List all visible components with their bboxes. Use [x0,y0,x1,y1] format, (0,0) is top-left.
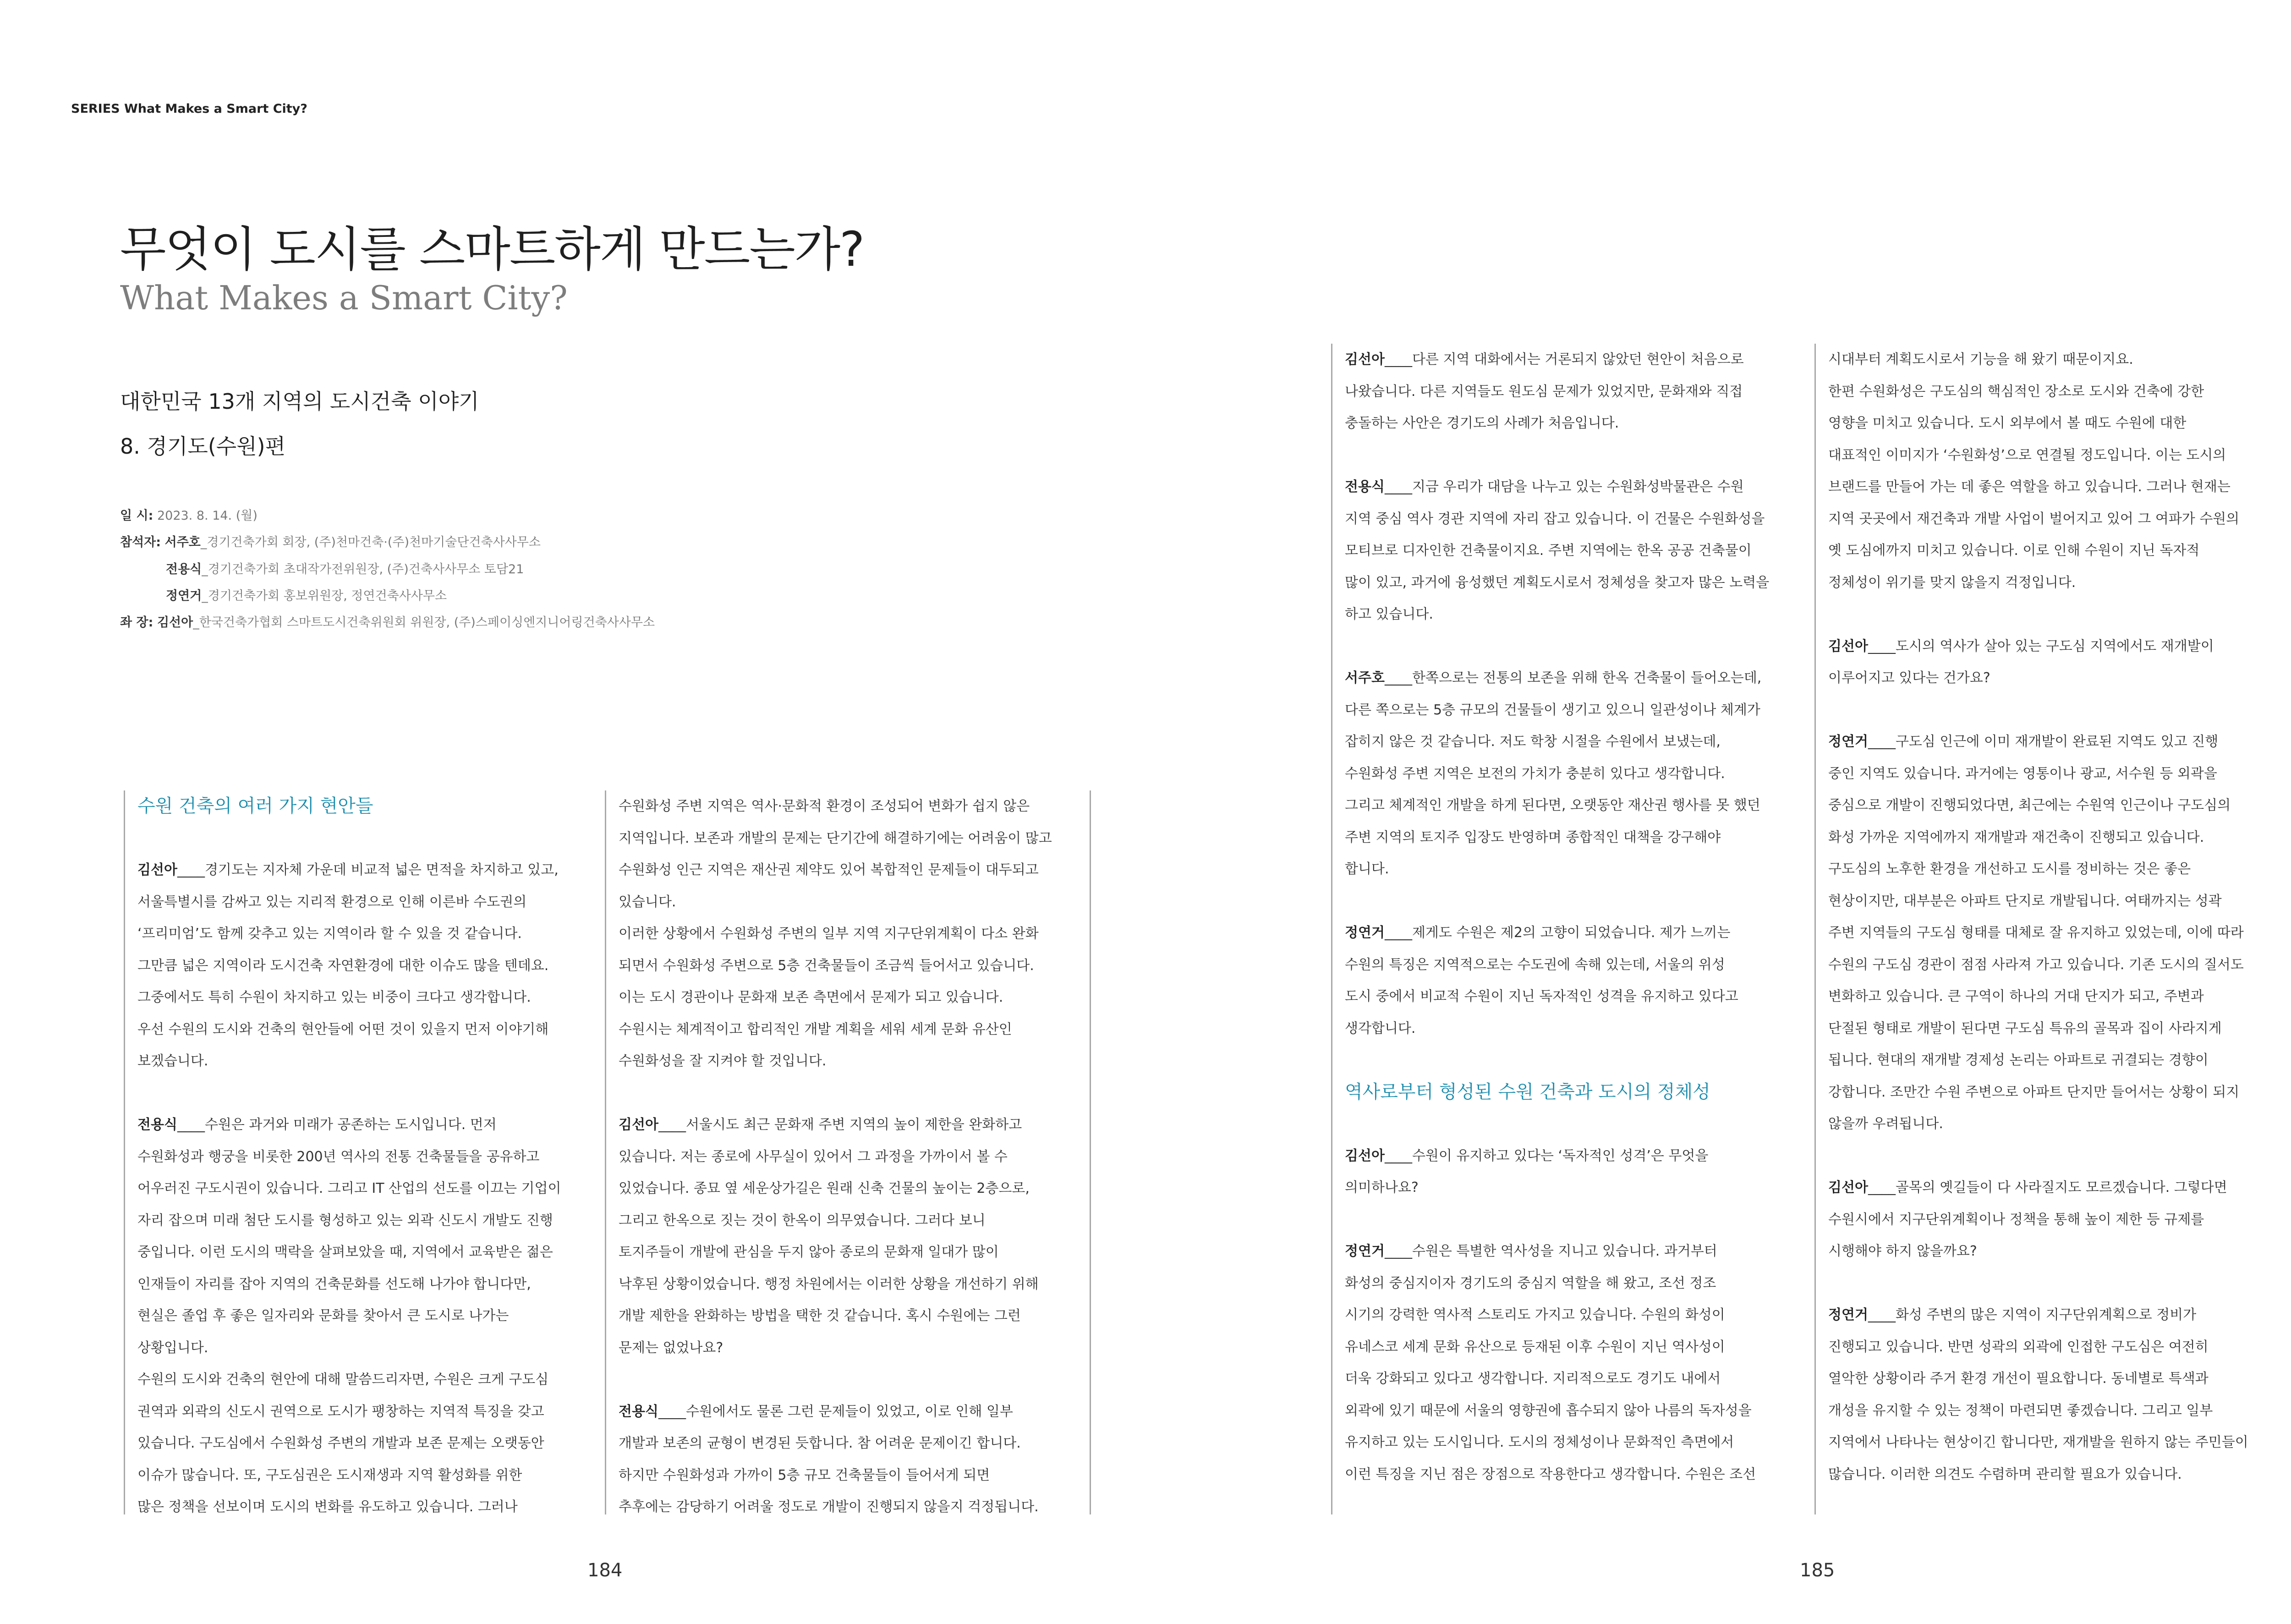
speech-text: ____경기도는 지자체 가운데 비교적 넓은 면적을 차지하고 있고, [177,862,559,878]
text-line: 시행해야 하지 않을까요? [1828,1243,1977,1259]
meta-participant [120,532,541,550]
paragraph-gap [619,1077,1052,1109]
text-line: ‘프리미엄’도 함께 갖추고 있는 지역이라 할 수 있을 것 같습니다. [137,926,522,942]
text-line: 이슈가 많습니다. 또, 구도심권은 도시재생과 지역 활성화를 위한 [137,1467,522,1483]
text-line: 많습니다. 이러한 의견도 수렴하며 관리할 필요가 있습니다. [1828,1466,2182,1482]
speaker-name: 정연거 [1828,1307,1868,1323]
speaker-name: 전용식 [1345,479,1385,495]
speaker-line [1828,1172,2248,1204]
paragraph-gap [1345,439,1769,472]
text-line: 도시 중에서 비교적 수원이 지닌 독자적인 성격을 유지하고 있다고 [1345,988,1738,1004]
text-line: 생각합니다. [1345,1020,1416,1037]
series-header: SERIES What Makes a Smart City? [71,102,307,116]
speech-text: ____수원에서도 물론 그런 문제들이 있었고, 이로 인해 일부 [658,1403,1013,1420]
paragraph-gap [1345,631,1769,663]
paragraph-gap [619,1364,1052,1396]
speaker-name: 김선아 [1345,351,1385,368]
paragraph-gap [1828,1140,2248,1172]
participant-role: _경기건축가회 회장, (주)천마건축·(주)천마기술단건축사사무소 [200,535,541,549]
text-line: 권역과 외곽의 신도시 권역으로 도시가 팽창하는 지역적 특징을 갖고 [137,1403,544,1420]
speech-text: ____구도심 인근에 이미 재개발이 완료된 지역도 있고 진행 [1868,734,2219,750]
text-line: 있습니다. 저는 종로에 사무실이 있어서 그 과정을 가까이서 볼 수 [619,1148,1008,1165]
text-line: 중입니다. 이런 도시의 맥락을 살펴보았을 때, 지역에서 교육받은 젊은 [137,1244,553,1260]
section-heading: 역사로부터 형성된 수원 건축과 도시의 정체성 [1345,1081,1710,1103]
article-column-2 [619,790,1052,1523]
column-rule [1090,790,1091,1514]
section-heading-line [137,790,561,823]
text-line: 중심으로 개발이 진행되었다면, 최근에는 수원역 인근이나 구도심의 [1828,797,2231,813]
text-line: 보겠습니다. [137,1053,208,1069]
text-line: 수원의 도시와 건축의 현안에 대해 말씀드리자면, 수원은 크게 구도심 [137,1372,549,1388]
title-korean: 무엇이 도시를 스마트하게 만드는가? [120,221,864,277]
text-line: 서울특별시를 감싸고 있는 지리적 환경으로 인해 이른바 수도권의 [137,894,527,910]
text-line: 되면서 수원화성 주변으로 5층 건축물들이 조금씩 들어서고 있습니다. [619,957,1034,974]
participant-name: 서주호 [164,535,201,549]
moderator-name: 김선아 [157,615,193,630]
text-line: 강합니다. 조만간 수원 주변으로 아파트 단지만 들어서는 상황이 되지 [1828,1084,2240,1100]
text-line: 옛 도심에까지 미치고 있습니다. 이로 인해 수원이 지닌 독자적 [1828,543,2200,559]
text-line: 다른 쪽으로는 5층 규모의 건물들이 생기고 있으니 일관성이나 체계가 [1345,702,1760,718]
text-line: 수원화성을 잘 지켜야 할 것입니다. [619,1053,827,1069]
meta-participants-label: 참석자: [120,535,161,549]
text-line: 그만큼 넓은 지역이라 도시건축 자연환경에 대한 이슈도 많을 텐데요. [137,957,549,974]
text-line: 있습니다. 구도심에서 수원화성 주변의 개발과 보존 문제는 오랫동안 [137,1435,544,1451]
text-line: 수원화성 주변 지역은 역사·문화적 환경이 조성되어 변화가 쉽지 않은 [619,798,1030,814]
participant-name: 정연거 [166,589,202,603]
subtitle-series: 대한민국 13개 지역의 도시건축 이야기 [120,389,479,414]
moderator-role: _한국건축가협회 스마트도시건축위원회 위원장, (주)스페이싱엔지니어링건축사사무소 [193,615,655,630]
text-line: 수원의 구도심 경관이 점점 사라져 가고 있습니다. 기존 도시의 질서도 [1828,956,2244,973]
text-line: 잡히지 않은 것 같습니다. 저도 학창 시절을 수원에서 보냈는데, [1345,734,1721,750]
speaker-name: 정연거 [1345,925,1385,941]
text-line: 단절된 형태로 개발이 된다면 구도심 특유의 골목과 집이 사라지게 [1828,1020,2222,1037]
text-line: 외곽에 있기 때문에 서울의 영향권에 흡수되지 않아 나름의 독자성을 [1345,1402,1752,1419]
speaker-name: 김선아 [137,862,177,878]
text-line: 낙후된 상황이었습니다. 행정 차원에서는 이러한 상황을 개선하기 위해 [619,1276,1039,1292]
text-line: 수원의 특징은 지역적으로는 수도권에 속해 있는데, 서울의 위성 [1345,956,1725,973]
text-line: 상황입니다. [137,1339,208,1356]
speech-text: ____화성 주변의 많은 지역이 지구단위계획으로 정비가 [1868,1307,2197,1323]
article-column-4 [1828,344,2248,1490]
speech-text: ____제게도 수원은 제2의 고향이 되었습니다. 제가 느끼는 [1384,925,1731,941]
column-rule [1331,344,1332,1514]
speaker-name: 정연거 [1828,734,1868,750]
meta-participant [166,559,524,577]
text-line: 지역 곳곳에서 재건축과 개발 사업이 벌어지고 있어 그 여파가 수원의 [1828,510,2240,527]
speech-text: ____한쪽으로는 전통의 보존을 위해 한옥 건축물이 들어오는데, [1384,670,1762,686]
paragraph-gap [1345,1204,1769,1236]
text-line: 그리고 체계적인 개발을 하게 된다면, 오랫동안 재산권 행사를 못 했던 [1345,797,1760,813]
speaker-name: 서주호 [1345,670,1385,686]
speaker-line [137,854,561,886]
text-line: 됩니다. 현대의 재개발 경제성 논리는 아파트로 귀결되는 경향이 [1828,1052,2209,1068]
speaker-line [137,1109,561,1141]
text-line: 유네스코 세계 문화 유산으로 등재된 이후 수원이 지닌 역사성이 [1345,1339,1725,1355]
text-line: 않을까 우려됩니다. [1828,1116,1943,1132]
text-line: 의미하나요? [1345,1180,1419,1196]
article-column-3 [1345,344,1769,1490]
text-line: 개발 제한을 완화하는 방법을 택한 것 같습니다. 혹시 수원에는 그런 [619,1308,1021,1324]
text-line: 토지주들이 개발에 관심을 두지 않아 종로의 문화재 일대가 많이 [619,1244,999,1260]
text-line: 문제는 없었나요? [619,1339,723,1356]
paragraph-gap [1345,885,1769,917]
text-line: 현상이지만, 대부분은 아파트 단지로 개발됩니다. 여태까지는 성곽 [1828,893,2222,909]
text-line: 수원화성 인근 지역은 재산권 제약도 있어 복합적인 문제들이 대두되고 [619,862,1039,878]
speaker-line [1828,726,2248,758]
text-line: 주변 지역의 토지주 입장도 반영하며 종합적인 대책을 강구해야 [1345,829,1721,845]
paragraph-gap [1828,598,2248,631]
text-line: 열악한 상황이라 주거 환경 개선이 필요합니다. 동네별로 특색과 [1828,1371,2209,1387]
text-line: 정체성이 위기를 맞지 않을지 걱정입니다. [1828,574,2076,591]
text-line: 수원화성과 행궁을 비롯한 200년 역사의 전통 건축물들을 공유하고 [137,1148,540,1165]
paragraph-gap [1828,694,2248,726]
participant-name: 전용식 [166,562,202,576]
text-line: 하고 있습니다. [1345,606,1433,622]
text-line: 있습니다. [619,894,676,910]
text-line: 그리고 한옥으로 짓는 것이 한옥이 의무였습니다. 그러다 보니 [619,1212,986,1229]
speech-text: ____서울시도 최근 문화재 주변 지역의 높이 제한을 완화하고 [658,1117,1022,1133]
text-line: 수원화성 주변 지역은 보전의 가치가 충분히 있다고 생각합니다. [1345,765,1725,782]
participant-role: _경기건축가회 홍보위원장, 정연건축사사무소 [202,589,447,603]
participant-role: _경기건축가회 초대작가전위원장, (주)건축사사무소 토담21 [202,562,524,576]
article-column-1 [137,790,561,1523]
speech-text: ____수원은 특별한 역사성을 지니고 있습니다. 과거부터 [1384,1243,1717,1259]
text-line: 대표적인 이미지가 ‘수원화성’으로 연결될 정도입니다. 이는 도시의 [1828,447,2226,463]
speaker-name: 정연거 [1345,1243,1385,1259]
speaker-line [1345,1235,1769,1267]
text-line: 이는 도시 경관이나 문화재 보존 측면에서 문제가 되고 있습니다. [619,989,1003,1005]
text-line: 진행되고 있습니다. 반면 성곽의 외곽에 인접한 구도심은 여전히 [1828,1339,2209,1355]
text-line: 그중에서도 특히 수원이 차지하고 있는 비중이 크다고 생각합니다. [137,989,531,1005]
text-line: 화성의 중심지이자 경기도의 중심지 역할을 해 왔고, 조선 정조 [1345,1275,1716,1291]
speaker-line [1345,1140,1769,1172]
text-line: 시기의 강력한 역사적 스토리도 가지고 있습니다. 수원의 화성이 [1345,1307,1725,1323]
text-line: 인재들이 자리를 잡아 지역의 건축문화를 선도해 나가야 합니다만, [137,1276,531,1292]
paragraph-gap [1828,1267,2248,1300]
text-line: 합니다. [1345,861,1389,877]
text-line: 개발과 보존의 균형이 변경된 듯합니다. 참 어려운 문제이긴 합니다. [619,1435,1021,1451]
text-line: 유지하고 있는 도시입니다. 도시의 정체성이나 문화적인 측면에서 [1345,1434,1734,1450]
text-line: 개성을 유지할 수 있는 정책이 마련되면 좋겠습니다. 그리고 일부 [1828,1402,2213,1419]
text-line: 하지만 수원화성과 가까이 5층 규모 건축물들이 들어서게 되면 [619,1467,990,1483]
column-rule [124,790,125,1514]
text-line: 수원시에서 지구단위계획이나 정책을 통해 높이 제한 등 규제를 [1828,1211,2204,1228]
text-line: 시대부터 계획도시로서 기능을 해 왔기 때문이지요. [1828,351,2133,368]
text-line: 많이 있고, 과거에 융성했던 계획도시로서 정체성을 찾고자 많은 노력을 [1345,574,1770,591]
speaker-line [1345,662,1769,694]
text-line: 우선 수원의 도시와 건축의 현안들에 어떤 것이 있을지 먼저 이야기해 [137,1021,549,1037]
meta-date-value: 2023. 8. 14. (월) [157,509,258,523]
title-english: What Makes a Smart City? [120,279,568,317]
text-line: 중인 지역도 있습니다. 과거에는 영통이나 광교, 서수원 등 외곽을 [1828,765,2217,782]
text-line: 모티브로 디자인한 건축물이지요. 주변 지역에는 한옥 공공 건축물이 [1345,543,1752,559]
meta-date [120,505,258,523]
column-rule [605,790,606,1514]
page-number-left: 184 [587,1560,623,1581]
text-line: 이런 특징을 지닌 점은 장점으로 작용한다고 생각합니다. 수원은 조선 [1345,1466,1756,1482]
speaker-name: 김선아 [1345,1147,1385,1164]
text-line: 어우러진 구도시권이 있습니다. 그리고 IT 산업의 선도를 이끄는 기업이 [137,1180,561,1196]
text-line: 이러한 상황에서 수원화성 주변의 일부 지역 지구단위계획이 다소 완화 [619,926,1039,942]
speaker-name: 전용식 [137,1117,177,1133]
meta-moderator [120,612,655,630]
paragraph-gap [1345,1044,1769,1076]
paragraph-gap [137,1077,561,1109]
speaker-line [1828,631,2248,663]
text-line: 지역입니다. 보존과 개발의 문제는 단기간에 해결하기에는 어려움이 많고 [619,830,1052,846]
page-number-right: 185 [1800,1560,1835,1581]
speech-text: ____도시의 역사가 살아 있는 구도심 지역에서도 재개발이 [1868,638,2214,654]
speaker-line [619,1396,1052,1428]
text-line: 영향을 미치고 있습니다. 도시 외부에서 볼 때도 수원에 대한 [1828,415,2187,431]
speaker-line [1345,471,1769,503]
text-line: 주변 지역들의 구도심 형태를 대체로 잘 유지하고 있었는데, 이에 따라 [1828,925,2244,941]
meta-moderator-label: 좌 장: [120,615,153,630]
paragraph-gap [1345,1108,1769,1140]
column-rule [1814,344,1816,1514]
text-line: 구도심의 노후한 환경을 개선하고 도시를 정비하는 것은 좋은 [1828,861,2191,877]
meta-date-label: 일 시: [120,509,153,523]
text-line: 추후에는 감당하기 어려울 정도로 개발이 진행되지 않을지 걱정됩니다. [619,1499,1039,1515]
text-line: 지역 중심 역사 경관 지역에 자리 잡고 있습니다. 이 건물은 수원화성을 [1345,510,1765,527]
speaker-name: 전용식 [619,1403,658,1420]
speech-text: ____수원은 과거와 미래가 공존하는 도시입니다. 먼저 [177,1117,497,1133]
speaker-name: 김선아 [1828,638,1868,654]
speaker-line [1828,1299,2248,1331]
text-line: 변화하고 있습니다. 큰 구역이 하나의 거대 단지가 되고, 주변과 [1828,988,2204,1004]
text-line: 한편 수원화성은 구도심의 핵심적인 장소로 도시와 건축에 강한 [1828,383,2204,400]
text-line: 많은 정책을 선보이며 도시의 변화를 유도하고 있습니다. 그러나 [137,1499,518,1515]
speech-text: ____골목의 옛길들이 다 사라질지도 모르겠습니다. 그렇다면 [1868,1180,2227,1196]
text-line: 화성 가까운 지역에까지 재개발과 재건축이 진행되고 있습니다. [1828,829,2204,845]
speaker-name: 김선아 [619,1117,658,1133]
section-heading: 수원 건축의 여러 가지 현안들 [137,796,373,817]
speaker-line [1345,917,1769,949]
speaker-name: 김선아 [1828,1180,1868,1196]
text-line: 충돌하는 사안은 경기도의 사례가 처음입니다. [1345,415,1619,431]
meta-participant [166,586,447,604]
speaker-line [1345,344,1769,376]
speech-text: ____수원이 유지하고 있다는 ‘독자적인 성격’은 무엇을 [1384,1147,1709,1164]
text-line: 지역에서 나타나는 현상이긴 합니다만, 재개발을 원하지 않는 주민들이 [1828,1434,2248,1450]
text-line: 자리 잡으며 미래 첨단 도시를 형성하고 있는 외곽 신도시 개발도 진행 [137,1212,553,1229]
text-line: 있었습니다. 종묘 옆 세운상가길은 원래 신축 건물의 높이는 2층으로, [619,1180,1030,1196]
text-line: 나왔습니다. 다른 지역들도 원도심 문제가 있었지만, 문화재와 직접 [1345,383,1743,400]
speech-text: ____지금 우리가 대담을 나누고 있는 수원화성박물관은 수원 [1384,479,1744,495]
text-line: 이루어지고 있다는 건가요? [1828,670,1990,686]
text-line: 현실은 졸업 후 좋은 일자리와 문화를 찾아서 큰 도시로 나가는 [137,1308,509,1324]
speaker-line [619,1109,1052,1141]
text-line: 더욱 강화되고 있다고 생각합니다. 지리적으로도 경기도 내에서 [1345,1371,1721,1387]
paragraph-gap [137,823,561,855]
subtitle-episode: 8. 경기도(수원)편 [120,434,286,459]
section-heading-line [1345,1076,1769,1108]
speech-text: ____다른 지역 대화에서는 거론되지 않았던 현안이 처음으로 [1384,351,1744,368]
text-line: 수원시는 체계적이고 합리적인 개발 계획을 세워 세계 문화 유산인 [619,1021,1012,1037]
text-line: 브랜드를 만들어 가는 데 좋은 역할을 하고 있습니다. 그러나 현재는 [1828,479,2231,495]
